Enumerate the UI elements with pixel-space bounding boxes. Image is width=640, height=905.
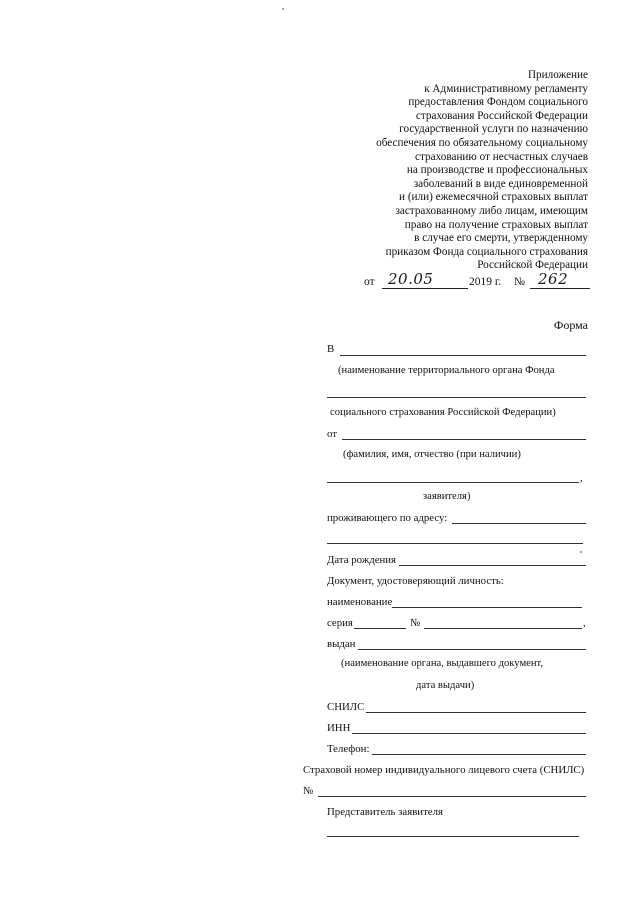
order-number-label: № [514,276,525,288]
comma-2: , [583,617,586,629]
to-field-2[interactable] [327,397,586,398]
appendix-line: государственной услуги по назначению [399,123,588,136]
handwritten-order-number: 262 [538,270,569,288]
snils-field[interactable] [366,712,586,713]
issued-caption-2: дата выдачи) [416,680,475,691]
order-year: 2019 г. [469,276,502,288]
representative-label: Представитель заявителя [327,806,443,818]
appendix-line: страхования Российской Федерации [415,109,588,122]
order-date-underline [382,288,468,289]
insurance-number-label: Страховой номер индивидуального лицевого счета (СНИЛС) [303,764,585,776]
issued-field[interactable] [358,649,586,650]
to-label: В [327,343,335,355]
phone-field[interactable] [372,754,586,755]
to-caption-1: (наименование территориального органа Фонда [338,365,555,376]
appendix-line: застрахованному либо лицам, имеющим [395,204,588,217]
appendix-line: в случае его смерти, утвержденному [414,232,588,245]
phone-label: Телефон: [327,743,370,755]
doc-number-label: № [410,617,421,629]
series-field[interactable] [354,628,406,629]
from-caption-1: (фамилия, имя, отчество (при наличии) [343,449,521,460]
appendix-line: приказом Фонда социального страхования [385,245,588,258]
appendix-line: Российской Федерации [477,259,588,272]
birth-date-label: Дата рождения [327,554,397,566]
address-label: проживающего по адресу: [327,512,448,524]
address-field-2[interactable] [327,543,583,544]
from-field[interactable] [342,439,586,440]
insurance-number-field[interactable] [318,796,586,797]
doc-number-field[interactable] [424,628,582,629]
doc-name-label: наименование [327,596,393,608]
birth-date-field[interactable] [399,565,586,566]
doc-name-field[interactable] [392,607,582,608]
scan-speck [580,551,582,553]
handwritten-order-date: 20.05 [388,270,434,288]
form-title: Форма [553,318,588,332]
appendix-line: к Административному регламенту [424,82,588,95]
representative-field[interactable] [327,836,579,837]
id-document-label: Документ, удостоверяющий личность: [327,575,504,587]
appendix-line: предоставления Фондом социального [408,96,588,109]
address-field[interactable] [452,523,586,524]
to-field[interactable] [340,355,586,356]
appendix-line: страхованию от несчастных случаев [415,150,588,163]
appendix-line: заболеваний в виде единовременной [413,177,588,190]
appendix-header [268,69,588,273]
comma: , [580,472,583,484]
series-label: серия [327,617,353,629]
snils-label: СНИЛС [327,701,365,713]
to-caption-2: социального страхования Российской Федерации) [330,407,556,418]
appendix-line: Приложение [527,69,588,81]
insurance-number-prefix: № [303,785,314,797]
scan-speck-top [282,8,284,10]
appendix-line: право на получение страховых выплат [404,218,588,231]
inn-label: ИНН [327,722,351,734]
from-field-2[interactable] [327,482,579,483]
issued-label: выдан [327,638,356,650]
from-caption-2: заявителя) [423,491,471,502]
appendix-line: на производстве и профессиональных [406,164,588,177]
issued-caption-1: (наименование органа, выдавшего документ, [341,658,543,669]
inn-field[interactable] [352,733,586,734]
order-from-label: от [364,276,375,288]
appendix-line: обеспечения по обязательному социальному [376,136,588,149]
order-number-underline [530,288,590,289]
from-label: от [327,428,337,440]
appendix-line: и (или) ежемесячной страховых выплат [399,191,588,204]
